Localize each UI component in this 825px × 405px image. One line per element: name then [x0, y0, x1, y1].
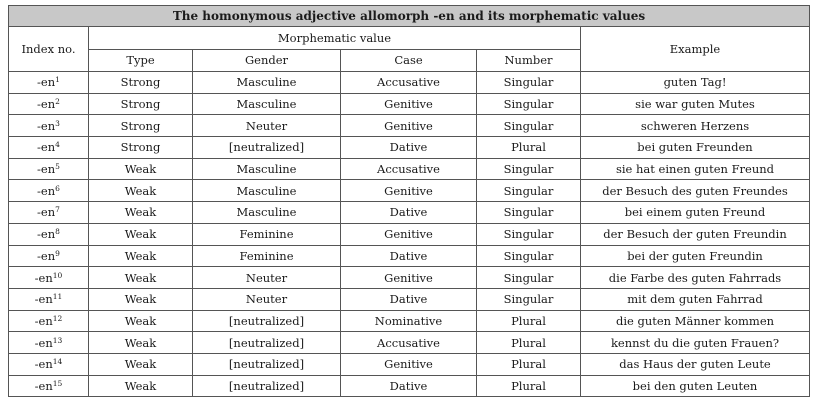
- number-cell: Plural: [477, 137, 581, 159]
- table-row: [9, 375, 810, 397]
- index-base: -en: [34, 270, 53, 285]
- table-row: [9, 332, 810, 354]
- table-row: [9, 223, 810, 245]
- case-cell: Genitive: [341, 180, 477, 202]
- gender-cell: Neuter: [193, 288, 341, 310]
- example-cell: sie war guten Mutes: [581, 93, 810, 115]
- type-cell: Weak: [89, 245, 193, 267]
- index-superscript: 7: [55, 205, 60, 215]
- case-cell: Accusative: [341, 158, 477, 180]
- case-cell: Genitive: [341, 267, 477, 289]
- example-cell: kennst du die guten Frauen?: [581, 332, 810, 354]
- case-cell: Dative: [341, 202, 477, 224]
- type-cell: Strong: [89, 72, 193, 94]
- gender-cell: [neutralized]: [193, 137, 341, 159]
- case-cell: Dative: [341, 375, 477, 397]
- index-base: -en: [37, 75, 56, 90]
- table-row: [9, 180, 810, 202]
- type-cell: Strong: [89, 93, 193, 115]
- index-superscript: 1: [55, 75, 60, 85]
- example-cell: bei der guten Freundin: [581, 245, 810, 267]
- index-base: -en: [37, 248, 56, 263]
- example-cell: der Besuch der guten Freundin: [581, 223, 810, 245]
- type-cell: Weak: [89, 267, 193, 289]
- index-superscript: 2: [55, 97, 60, 107]
- example-cell: bei den guten Leuten: [581, 375, 810, 397]
- gender-cell: [neutralized]: [193, 310, 341, 332]
- index-base: -en: [37, 140, 56, 155]
- header-type: Type: [89, 49, 193, 72]
- number-cell: Plural: [477, 310, 581, 332]
- number-cell: Plural: [477, 332, 581, 354]
- index-base: -en: [34, 313, 53, 328]
- index-superscript: 14: [52, 357, 63, 367]
- index-base: -en: [34, 335, 53, 350]
- index-base: -en: [34, 378, 53, 393]
- index-cell: [9, 353, 89, 375]
- index-base: -en: [37, 205, 56, 220]
- number-cell: Singular: [477, 72, 581, 94]
- case-cell: Nominative: [341, 310, 477, 332]
- gender-cell: Masculine: [193, 93, 341, 115]
- table-row: [9, 115, 810, 137]
- index-cell: [9, 332, 89, 354]
- header-case: Case: [341, 49, 477, 72]
- index-cell: [9, 180, 89, 202]
- index-cell: [9, 202, 89, 224]
- index-cell: [9, 137, 89, 159]
- gender-cell: Neuter: [193, 267, 341, 289]
- index-base: -en: [37, 118, 56, 133]
- table-row: [9, 158, 810, 180]
- example-cell: die Farbe des guten Fahrrads: [581, 267, 810, 289]
- index-base: -en: [37, 183, 56, 198]
- index-superscript: 8: [55, 227, 60, 237]
- table-row: [9, 310, 810, 332]
- index-base: -en: [37, 162, 56, 177]
- number-cell: Singular: [477, 223, 581, 245]
- case-cell: Genitive: [341, 353, 477, 375]
- index-superscript: 6: [55, 183, 60, 193]
- table-row: [9, 137, 810, 159]
- index-superscript: 12: [52, 313, 63, 323]
- table-row: [9, 202, 810, 224]
- index-superscript: 3: [55, 118, 60, 128]
- number-cell: Singular: [477, 288, 581, 310]
- index-cell: [9, 288, 89, 310]
- index-cell: [9, 223, 89, 245]
- example-cell: das Haus der guten Leute: [581, 353, 810, 375]
- type-cell: Weak: [89, 223, 193, 245]
- header-example: Example: [581, 27, 810, 72]
- type-cell: Strong: [89, 137, 193, 159]
- number-cell: Singular: [477, 93, 581, 115]
- table-row: [9, 245, 810, 267]
- number-cell: Singular: [477, 158, 581, 180]
- table-caption: The homonymous adjective allomorph -en and its morphematic values: [9, 6, 810, 27]
- number-cell: Singular: [477, 180, 581, 202]
- index-superscript: 11: [52, 292, 63, 302]
- case-cell: Dative: [341, 137, 477, 159]
- type-cell: Weak: [89, 310, 193, 332]
- example-cell: guten Tag!: [581, 72, 810, 94]
- example-cell: der Besuch des guten Freundes: [581, 180, 810, 202]
- case-cell: Dative: [341, 288, 477, 310]
- index-superscript: 4: [55, 140, 60, 150]
- index-base: -en: [37, 97, 56, 112]
- gender-cell: Masculine: [193, 158, 341, 180]
- type-cell: Strong: [89, 115, 193, 137]
- index-superscript: 5: [55, 162, 60, 172]
- number-cell: Singular: [477, 202, 581, 224]
- example-cell: die guten Männer kommen: [581, 310, 810, 332]
- number-cell: Plural: [477, 353, 581, 375]
- number-cell: Plural: [477, 375, 581, 397]
- morphematic-values-table: [8, 5, 810, 397]
- case-cell: Accusative: [341, 72, 477, 94]
- index-superscript: 15: [52, 378, 63, 388]
- example-cell: sie hat einen guten Freund: [581, 158, 810, 180]
- example-cell: bei guten Freunden: [581, 137, 810, 159]
- type-cell: Weak: [89, 180, 193, 202]
- type-cell: Weak: [89, 375, 193, 397]
- index-cell: [9, 245, 89, 267]
- index-superscript: 9: [55, 248, 60, 258]
- gender-cell: Feminine: [193, 223, 341, 245]
- gender-cell: Feminine: [193, 245, 341, 267]
- type-cell: Weak: [89, 332, 193, 354]
- case-cell: Accusative: [341, 332, 477, 354]
- table-row: [9, 93, 810, 115]
- table-container: [8, 5, 809, 397]
- index-cell: [9, 375, 89, 397]
- header-number: Number: [477, 49, 581, 72]
- type-cell: Weak: [89, 202, 193, 224]
- header-morphematic-value: Morphematic value: [89, 27, 581, 50]
- gender-cell: [neutralized]: [193, 353, 341, 375]
- index-base: -en: [34, 357, 53, 372]
- table-row: [9, 267, 810, 289]
- index-cell: [9, 93, 89, 115]
- index-cell: [9, 310, 89, 332]
- index-base: -en: [37, 227, 56, 242]
- index-cell: [9, 158, 89, 180]
- number-cell: Singular: [477, 245, 581, 267]
- example-cell: bei einem guten Freund: [581, 202, 810, 224]
- gender-cell: Masculine: [193, 180, 341, 202]
- table-row: [9, 353, 810, 375]
- number-cell: Singular: [477, 115, 581, 137]
- case-cell: Genitive: [341, 223, 477, 245]
- gender-cell: [neutralized]: [193, 375, 341, 397]
- type-cell: Weak: [89, 158, 193, 180]
- type-cell: Weak: [89, 353, 193, 375]
- table-row: [9, 288, 810, 310]
- gender-cell: Neuter: [193, 115, 341, 137]
- example-cell: mit dem guten Fahrrad: [581, 288, 810, 310]
- number-cell: Singular: [477, 267, 581, 289]
- index-superscript: 13: [52, 335, 63, 345]
- gender-cell: Masculine: [193, 72, 341, 94]
- index-cell: [9, 72, 89, 94]
- header-gender: Gender: [193, 49, 341, 72]
- index-cell: [9, 115, 89, 137]
- case-cell: Genitive: [341, 93, 477, 115]
- index-base: -en: [34, 292, 53, 307]
- index-superscript: 10: [52, 270, 63, 280]
- gender-cell: [neutralized]: [193, 332, 341, 354]
- table-row: [9, 72, 810, 94]
- case-cell: Dative: [341, 245, 477, 267]
- case-cell: Genitive: [341, 115, 477, 137]
- header-index: Index no.: [9, 27, 89, 72]
- gender-cell: Masculine: [193, 202, 341, 224]
- type-cell: Weak: [89, 288, 193, 310]
- example-cell: schweren Herzens: [581, 115, 810, 137]
- index-cell: [9, 267, 89, 289]
